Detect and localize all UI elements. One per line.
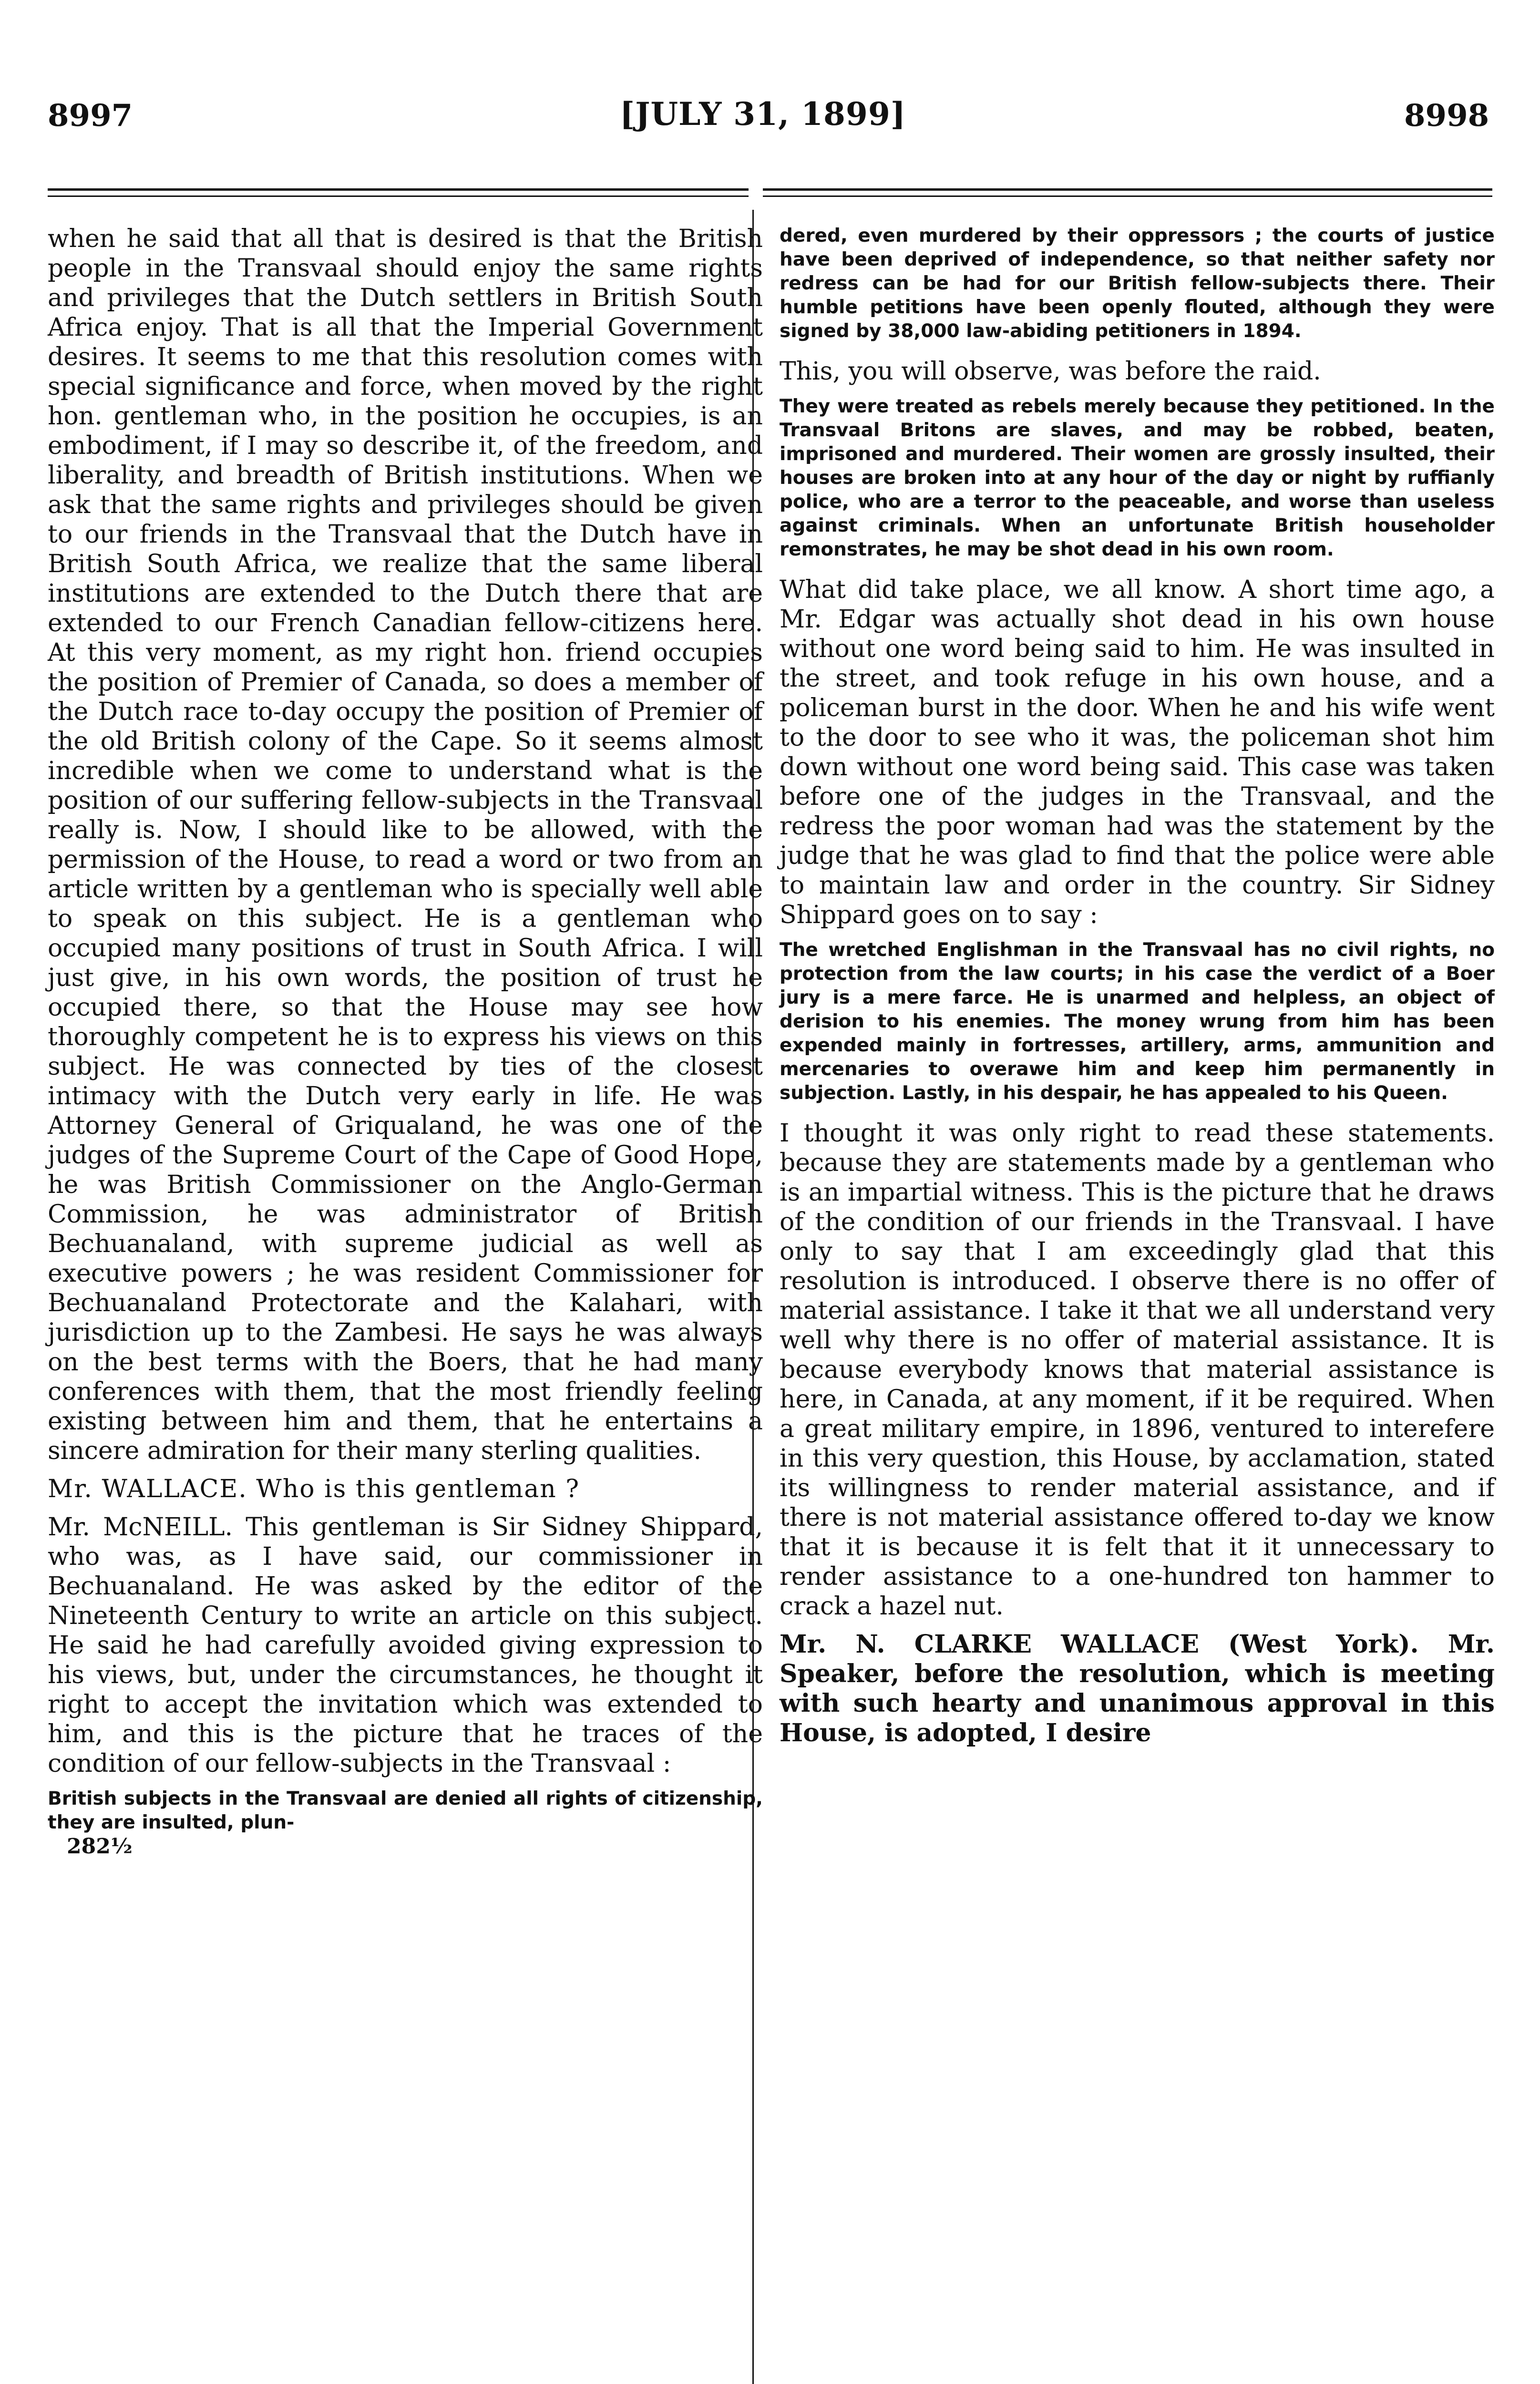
- left-column: [48, 224, 763, 1873]
- header-rule-left: [48, 188, 749, 191]
- header-rule-right-2: [763, 195, 1492, 197]
- header-rule-left-2: [48, 195, 749, 197]
- page-footer-number: 282½: [67, 1834, 133, 1859]
- right-column: [780, 224, 1495, 1757]
- right-quote-3: The wretched Englishman in the Transvaal has no civil rights, no protection from the law courts; in his case the verdict of a Boer jury is a mere farce. He is unarmed and helpless, an object of derision to his enemies. The money wrung from him has been expended mainly in fortresses, artillery, arms, ammunition and mercenaries to overawe him and keep him permanently in subjection. Lastly, in his despair, he has appealed to his Queen.: [780, 939, 1495, 1104]
- left-paragraph-1: when he said that all that is desired is that the British people in the Transvaal should enjoy the same rights and privileges that the Dutch settlers in British South Africa enjoy. That is all that the Imperial Government desires. It seems to me that this resolution comes with special significance and force, when moved by the right hon. gentleman who, in the position he occupies, is an embodiment, if I may so describe it, of the freedom, and liberality, and breadth of British institutions. When we ask that the same rights and privileges should be given to our friends in the Transvaal that the Dutch have in British South Africa, we realize that the same liberal institutions are extended to the Dutch there that are extended to our French Canadian fellow-citizens here. At this very moment, as my right hon. friend occupies the position of Premier of Canada, so does a member of the Dutch race to-day occupy the position of Premier of the old British colony of the Cape. So it seems almost incredible when we come to understand what is the position of our suffering fellow-subjects in the Transvaal really is. Now, I should like to be allowed, with the permission of the House, to read a word or two from an article written by a gentleman who is specially well able to speak on this subject. He is a gentleman who occupied many positions of trust in South Africa. I will just give, in his own words, the position of trust he occupied there, so that the House may see how thoroughly competent he is to express his views on this subject. He was connected by ties of the closest intimacy with the Dutch very early in life. He was Attorney General of Griqualand, he was one of the judges of the Supreme Court of the Cape of Good Hope, he was British Commissioner on the Anglo-German Commission, he was administrator of British Bechuanaland, with supreme judicial as well as executive powers ; he was resident Commissioner for Bechuanaland Protectorate and the Kalahari, with jurisdiction up to the Zambesi. He says he was always on the best terms with the Boers, that he had many conferences with them, that the most friendly feeling existing between him and them, that he entertains a sincere admiration for their many sterling qualities.: [48, 225, 763, 1465]
- right-paragraph-2: What did take place, we all know. A short time ago, a Mr. Edgar was actually shot dead in his own house without one word being said to him. He was insulted in the street, and took refuge in his own house, and a policeman burst in the door. When he and his wife went to the door to see who it was, the policeman shot him down without one word being said. This case was taken before one of the judges in the Transvaal, and the redress the poor woman had was the statement by the judge that he was glad to find that the police were able to maintain law and order in the country. Sir Sidney Shippard goes on to say :: [780, 575, 1495, 929]
- left-speech-wallace: Mr. WALLACE. Who is this gentleman ?: [48, 1475, 580, 1503]
- right-paragraph-1: This, you will observe, was before the raid.: [780, 357, 1321, 386]
- right-speech-clarke-wallace: Mr. N. CLARKE WALLACE (West York). Mr. Speaker, before the resolution, which is meeting with such hearty and unanimous approval in this House, is adopted, I desire: [780, 1630, 1495, 1747]
- right-quote-1-continued: dered, even murdered by their oppressors ; the courts of justice have been deprived of independence, so that neither safety nor redress can be had for our British fellow-subjects there. Their humble petitions have been openly flouted, although they were signed by 38,000 law-abiding petitioners in 1894.: [780, 225, 1495, 342]
- right-quote-2: They were treated as rebels merely because they petitioned. In the Transvaal Britons are slaves, and may be robbed, beaten, imprisoned and murdered. Their women are grossly insulted, their houses are broken into at any hour of the day or night by ruffianly police, who are a terror to the peaceable, and worse than useless against criminals. When an unfortunate British householder remonstrates, he may be shot dead in his own room.: [780, 396, 1495, 560]
- left-speech-mcneill: Mr. McNEILL. This gentleman is Sir Sidney Shippard, who was, as I have said, our commissioner in Bechuanaland. He was asked by the editor of the Nineteenth Century to write an article on this subject. He said he had carefully avoided giving expression to his views, but, under the circumstances, he thought it right to accept the invitation which was extended to him, and this is the picture that he traces of the condition of our fellow-subjects in the Transvaal :: [48, 1513, 763, 1778]
- right-paragraph-3: I thought it was only right to read these statements. because they are statements made by a gentleman who is an impartial witness. This is the picture that he draws of the condition of our friends in the Transvaal. I have only to say that I am exceedingly glad that this resolution is introduced. I observe there is no offer of material assistance. I take it that we all understand very well why there is no offer of material assistance. It is because everybody knows that material assistance is here, in Canada, at any moment, if it be required. When a great military empire, in 1896, ventured to interefere in this very question, this House, by acclamation, stated its willingness to render material assistance, and if there is not material assistance offered to-day we know that it is because it is felt that it it unnecessary to render assistance to a one-hundred ton hammer to crack a hazel nut.: [780, 1119, 1495, 1621]
- page-header: [0, 0, 1540, 162]
- header-rule-right: [763, 188, 1492, 191]
- left-quote-1: [48, 1787, 763, 1860]
- page-number-left: 8997: [48, 98, 133, 134]
- page-number-right: 8998: [1404, 98, 1489, 134]
- left-quote-1-text: British subjects in the Transvaal are denied all rights of citizenship, they are insulted, plun-: [48, 1788, 763, 1833]
- page-date: [JULY 31, 1899]: [620, 95, 906, 133]
